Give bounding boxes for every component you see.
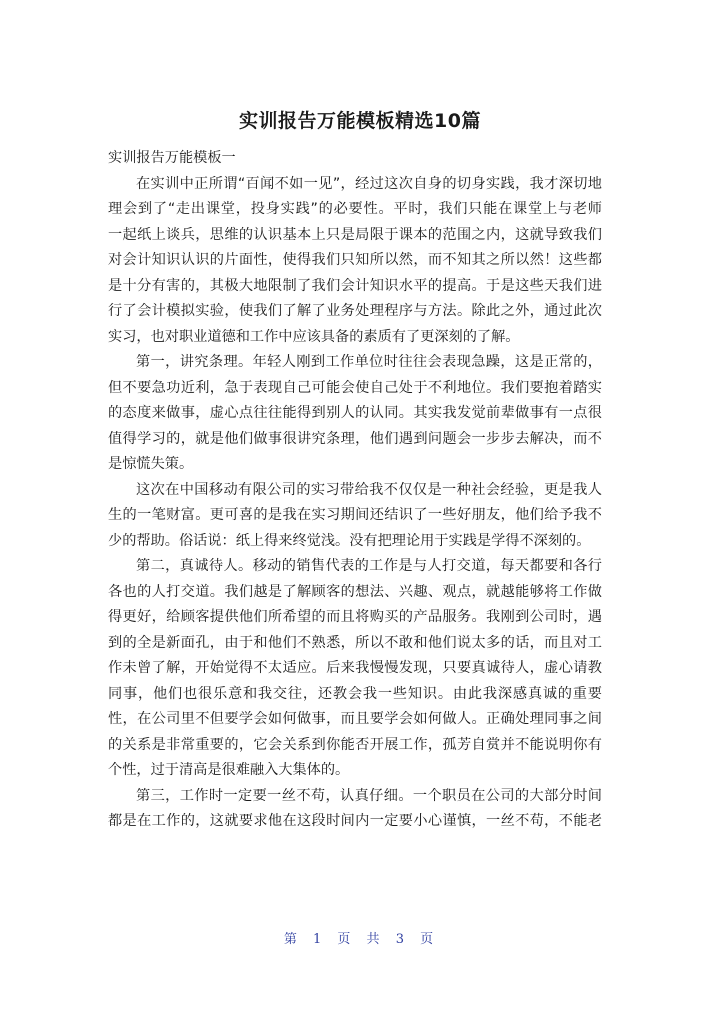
paragraph-line: 个性，过于清高是很难融入大集体的。 xyxy=(108,762,350,778)
paragraph-line: 第三，工作时一定要一丝不苟，认真仔细。一个职员在公司的大部分时间 xyxy=(136,787,602,804)
paragraph xyxy=(108,554,602,784)
paragraph-line: 值得学习的，就是他们做事很讲究条理，他们遇到问题会一步步去解决，而不 xyxy=(108,430,602,447)
paragraph xyxy=(108,350,602,478)
paragraph-line: 到的全是新面孔，由于和他们不熟悉，所以不敢和他们说太多的话，而且对工 xyxy=(108,634,602,651)
section-heading: 实训报告万能模板一 xyxy=(108,150,236,166)
paragraph-line: 对会计知识认识的片面性，使得我们只知所以然，而不知其之所以然！这些都 xyxy=(108,252,602,268)
document-title: 实训报告万能模板精选10篇 xyxy=(239,110,481,132)
page-number-footer: 第 1 页 共 3 页 xyxy=(283,932,437,947)
paragraph-line: 在实训中正所谓“百闻不如一见”，经过这次自身的切身实践，我才深切地 xyxy=(136,175,602,192)
paragraph-line: 是十分有害的，其极大地限制了我们会计知识水平的提高。于是这些天我们进 xyxy=(108,277,602,294)
paragraph-line: 的关系是非常重要的，它会关系到你能否开展工作，孤芳自赏并不能说明你有 xyxy=(108,736,602,753)
paragraph-line: 的态度来做事，虚心点往往能得到别人的认同。其实我发觉前辈做事有一点很 xyxy=(108,405,602,421)
paragraph-line: 第二，真诚待人。移动的销售代表的工作是与人打交道，每天都要和各行 xyxy=(136,558,602,574)
paragraph xyxy=(108,172,602,351)
paragraph-line: 作未曾了解，开始觉得不太适应。后来我慢慢发现，只要真诚待人，虚心请教 xyxy=(108,660,602,676)
paragraph-line: 是惊慌失策。 xyxy=(108,456,194,472)
paragraph xyxy=(108,478,602,555)
paragraph-line: 各也的人打交道。我们越是了解顾客的想法、兴趣、观点，就越能够将工作做 xyxy=(108,583,602,600)
paragraph-line: 都是在工作的，这就要求他在这段时间内一定要小心谨慎，一丝不苟，不能老 xyxy=(108,813,602,829)
paragraph-line: 生的一笔财富。更可喜的是我在实习期间还结识了一些好朋友，他们给予我不 xyxy=(108,507,602,523)
paragraph xyxy=(108,784,602,835)
paragraph-line: 第一，讲究条理。年轻人刚到工作单位时往往会表现急躁，这是正常的， xyxy=(136,354,602,370)
paragraph-line: 少的帮助。俗话说：纸上得来终觉浅。没有把理论用于实践是学得不深刻的。 xyxy=(108,532,591,549)
paragraph-list xyxy=(108,172,602,835)
paragraph-line: 这次在中国移动有限公司的实习带给我不仅仅是一种社会经验，更是我人 xyxy=(136,481,602,498)
paragraph-line: 但不要急功近利，急于表现自己可能会使自己处于不利地位。我们要抱着踏实 xyxy=(108,379,602,396)
paragraph-line: 得更好，给顾客提供他们所希望的而且将购买的产品服务。我刚到公司时，遇 xyxy=(108,609,602,625)
paragraph-line: 性，在公司里不但要学会如何做事，而且要学会如何做人。正确处理同事之间 xyxy=(108,711,602,727)
paragraph-line: 行了会计模拟实验，使我们了解了业务处理程序与方法。除此之外，通过此次 xyxy=(108,303,602,319)
paragraph-line: 理会到了“走出课堂，投身实践”的必要性。平时，我们只能在课堂上与老师 xyxy=(108,201,602,217)
paragraph-line: 实习，也对职业道德和工作中应该具备的素质有了更深刻的了解。 xyxy=(108,328,520,345)
document-body xyxy=(108,146,602,835)
paragraph-line: 同事，他们也很乐意和我交往，还教会我一些知识。由此我深感真诚的重要 xyxy=(108,685,602,702)
paragraph-line: 一起纸上谈兵，思维的认识基本上只是局限于课本的范围之内，这就导致我们 xyxy=(108,226,602,243)
